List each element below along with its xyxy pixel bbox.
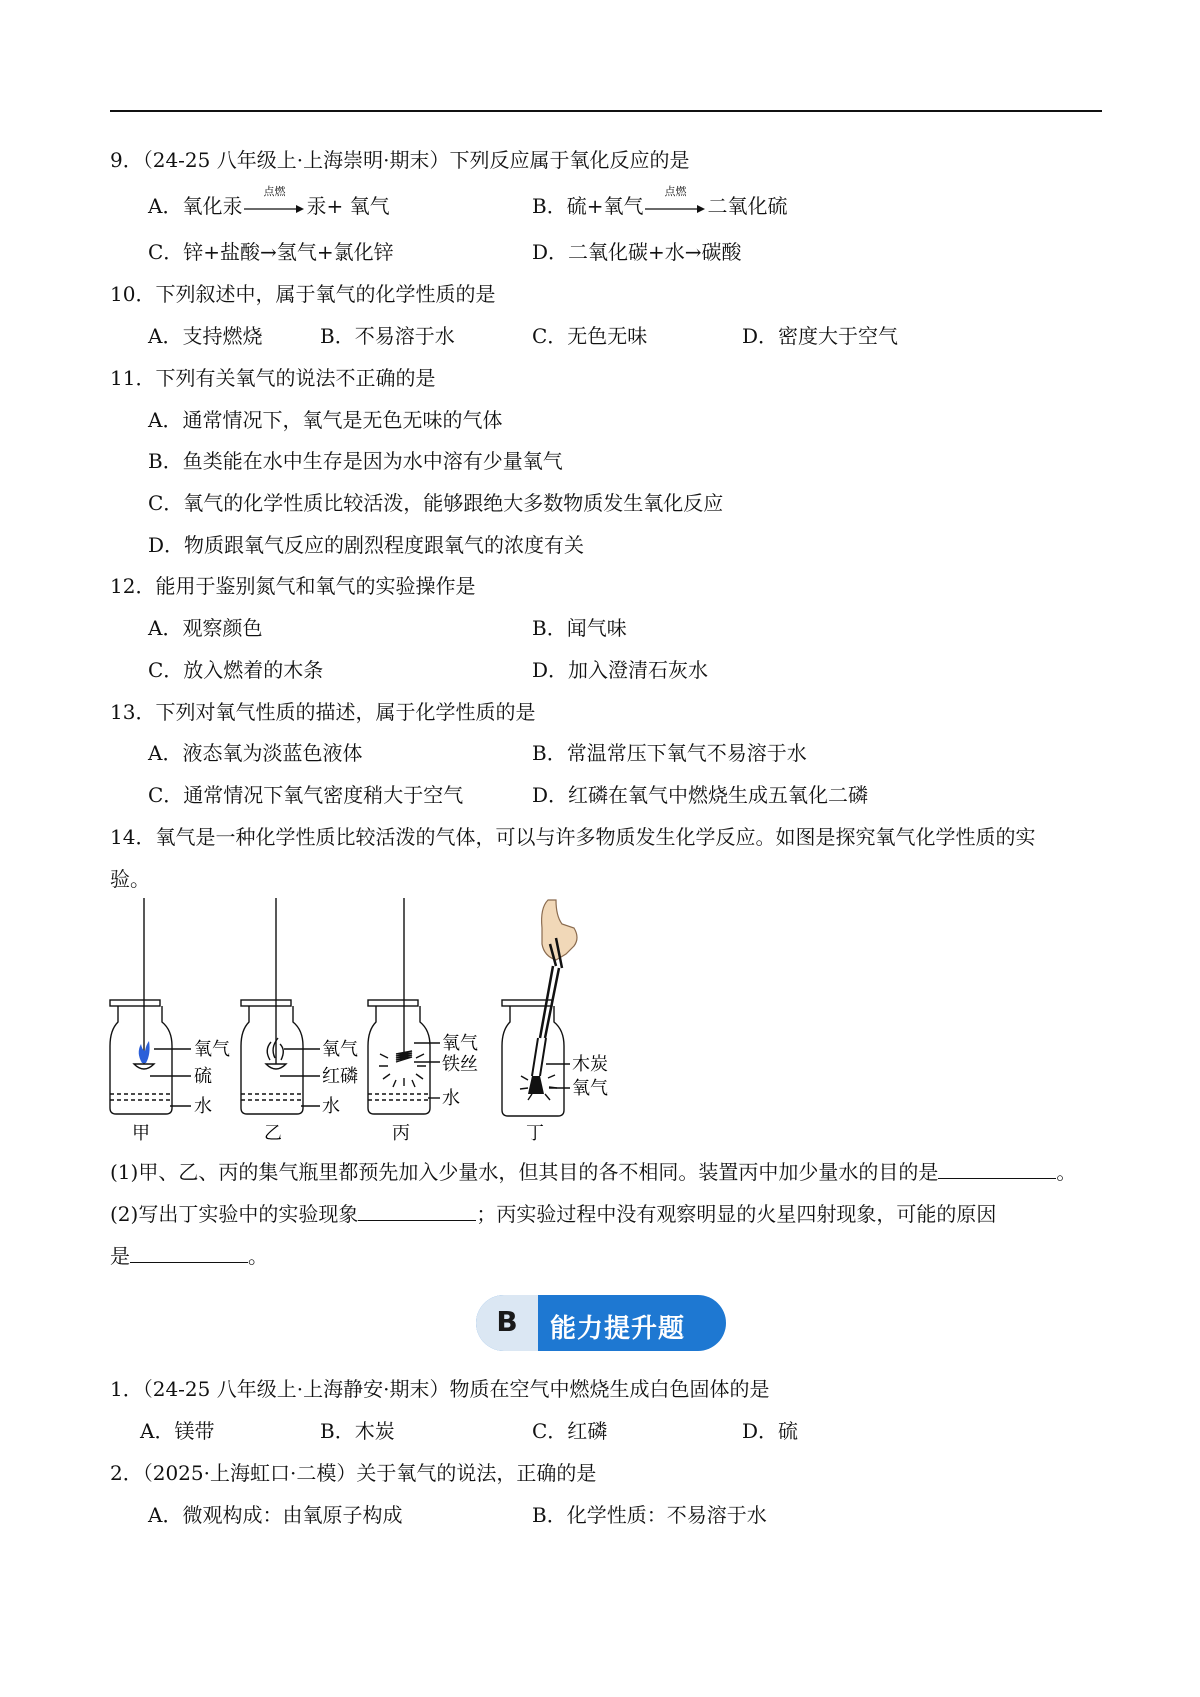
q11-option-a[interactable]: A．通常情况下，氧气是无色无味的气体 <box>148 408 503 432</box>
answer-blank-2[interactable] <box>358 1200 476 1221</box>
q9-b-reactants: B．硫+氧气 <box>532 194 644 218</box>
q14-stem-line1: 14．氧气是一种化学性质比较活泼的气体，可以与许多物质发生化学反应。如图是探究氧气化学性质的实 <box>110 825 1036 849</box>
q14-part2-text: (2)写出丁实验中的实验现象 <box>110 1202 359 1226</box>
b2-option-a[interactable]: A．微观构成：由氧原子构成 <box>148 1503 403 1527</box>
header-rule <box>110 110 1102 112</box>
label-sulfur: 硫 <box>194 1066 212 1087</box>
label-water-bing: 水 <box>442 1088 460 1109</box>
q9-option-d[interactable]: D．二氧化碳+水→碳酸 <box>532 240 742 264</box>
q14-part2-text2: ；丙实验过程中没有观察明显的火星四射现象，可能的原因 <box>476 1202 997 1226</box>
q10-stem: 10．下列叙述中，属于氧气的化学性质的是 <box>110 282 496 306</box>
b2-stem: 2．（2025·上海虹口·二模）关于氧气的说法，正确的是 <box>110 1461 597 1485</box>
q11-stem: 11．下列有关氧气的说法不正确的是 <box>110 366 436 390</box>
q14-part1-end: 。 <box>1056 1160 1077 1184</box>
reaction-arrow-icon <box>645 184 705 218</box>
label-iron-wire: 铁丝 <box>442 1054 478 1075</box>
q12-option-a[interactable]: A．观察颜色 <box>148 616 263 640</box>
banner-letter: B <box>496 1305 518 1338</box>
arrow-condition: 点燃 <box>263 184 286 198</box>
q12-option-d[interactable]: D．加入澄清石灰水 <box>532 658 709 682</box>
q13-option-c[interactable]: C．通常情况下氧气密度稍大于空气 <box>148 783 464 807</box>
q9-stem: 9．（24-25 八年级上·上海崇明·期末）下列反应属于氧化反应的是 <box>110 148 690 172</box>
q14-part1 <box>110 1158 1076 1186</box>
q14-part1-text: (1)甲、乙、丙的集气瓶里都预先加入少量水，但其目的各不相同。装置丙中加少量水的目的是 <box>110 1160 939 1184</box>
label-oxygen-yi: 氧气 <box>322 1039 358 1060</box>
label-water-jia: 水 <box>194 1096 212 1117</box>
b1-option-c[interactable]: C．红磷 <box>532 1419 608 1443</box>
label-water-yi: 水 <box>322 1096 340 1117</box>
q9-option-c[interactable]: C．锌+盐酸→氢气+氯化锌 <box>148 240 394 264</box>
b1-option-d[interactable]: D．硫 <box>742 1419 799 1443</box>
q14-part2-text3: 是 <box>110 1244 130 1268</box>
answer-blank-3[interactable] <box>130 1242 248 1263</box>
bottle-jia <box>110 898 191 1114</box>
b1-option-a[interactable]: A．镁带 <box>140 1419 215 1443</box>
answer-blank-1[interactable] <box>938 1158 1056 1179</box>
arrow-condition: 点燃 <box>664 184 687 198</box>
q9-option-b[interactable] <box>532 184 788 220</box>
q10-option-b[interactable]: B．不易溶于水 <box>320 324 455 348</box>
label-bing: 丙 <box>392 1123 410 1144</box>
b1-option-b[interactable]: B．木炭 <box>320 1419 395 1443</box>
q10-option-d[interactable]: D．密度大于空气 <box>742 324 899 348</box>
banner-title: 能力提升题 <box>550 1314 686 1344</box>
q13-option-d[interactable]: D．红磷在氧气中燃烧生成五氧化二磷 <box>532 783 869 807</box>
label-yi: 乙 <box>264 1123 282 1144</box>
label-oxygen-jia: 氧气 <box>194 1039 230 1060</box>
q11-option-c[interactable]: C．氧气的化学性质比较活泼，能够跟绝大多数物质发生氧化反应 <box>148 491 724 515</box>
q14-part2-end: 。 <box>248 1244 268 1268</box>
q9-a-products: 汞+ 氧气 <box>306 194 390 218</box>
q12-stem: 12．能用于鉴别氮气和氧气的实验操作是 <box>110 574 476 598</box>
label-charcoal: 木炭 <box>572 1054 608 1075</box>
q14-part2-cont <box>110 1242 268 1270</box>
label-oxygen-ding: 氧气 <box>572 1078 608 1099</box>
q13-option-a[interactable]: A．液态氧为淡蓝色液体 <box>148 741 363 765</box>
q9-a-reactant: A．氧化汞 <box>148 194 243 218</box>
q11-option-d[interactable]: D．物质跟氧气反应的剧烈程度跟氧气的浓度有关 <box>148 533 585 557</box>
q10-option-c[interactable]: C．无色无味 <box>532 324 648 348</box>
oxygen-experiment-figure <box>104 898 704 1148</box>
b1-stem: 1．（24-25 八年级上·上海静安·期末）物质在空气中燃烧生成白色固体的是 <box>110 1377 770 1401</box>
q13-option-b[interactable]: B．常温常压下氧气不易溶于水 <box>532 741 807 765</box>
charcoal-icon <box>528 1076 544 1094</box>
q13-stem: 13．下列对氧气性质的描述，属于化学性质的是 <box>110 700 536 724</box>
q10-option-a[interactable]: A．支持燃烧 <box>148 324 263 348</box>
q14-stem-line2: 验。 <box>110 867 150 891</box>
q9-b-product: 二氧化硫 <box>707 194 788 218</box>
q12-option-c[interactable]: C．放入燃着的木条 <box>148 658 324 682</box>
q11-option-b[interactable]: B．鱼类能在水中生存是因为水中溶有少量氧气 <box>148 449 563 473</box>
hand-with-tongs-icon <box>542 900 577 968</box>
label-red-phosphorus: 红磷 <box>322 1066 358 1087</box>
section-banner <box>476 1295 726 1351</box>
q14-part2 <box>110 1200 996 1228</box>
label-oxygen-bing: 氧气 <box>442 1033 478 1054</box>
q9-option-a[interactable] <box>148 184 390 220</box>
q12-option-b[interactable]: B．闻气味 <box>532 616 627 640</box>
bottle-yi <box>241 898 320 1114</box>
reaction-arrow-icon <box>244 184 304 218</box>
bottle-bing <box>368 898 440 1114</box>
label-ding: 丁 <box>526 1123 544 1144</box>
b2-option-b[interactable]: B．化学性质：不易溶于水 <box>532 1503 767 1527</box>
label-jia: 甲 <box>132 1123 150 1144</box>
